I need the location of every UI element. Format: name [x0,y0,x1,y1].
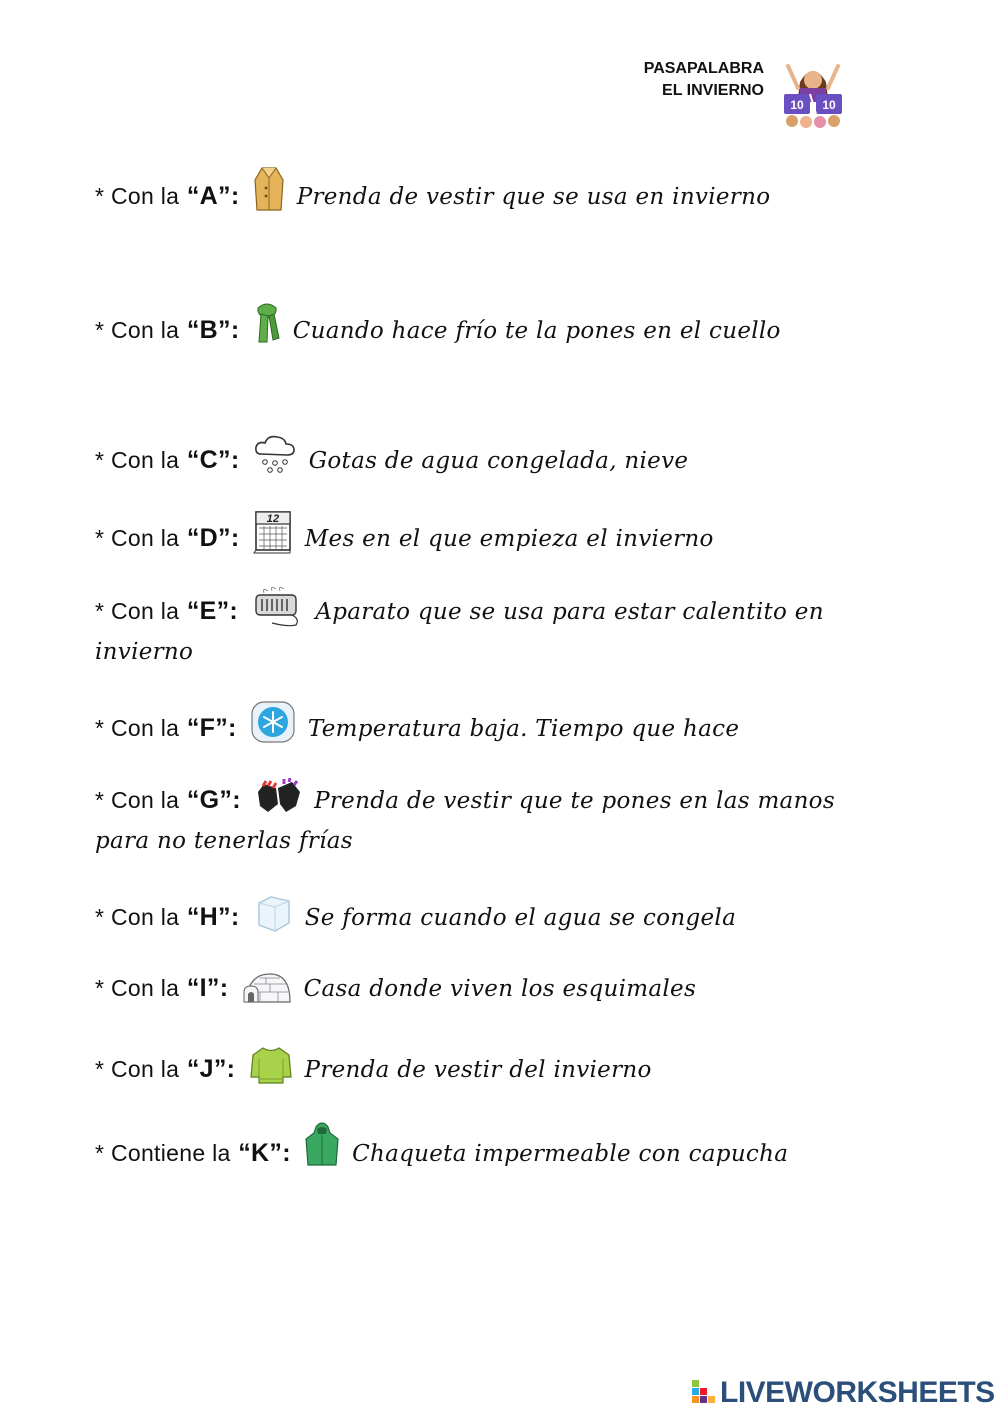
clue-text: Chaqueta impermeable con capucha [352,1141,789,1167]
worksheet-header [644,58,764,102]
clue-text: Gotas de agua congelada, nieve [308,448,689,474]
clue-i: * Con la “I”: Casa donde viven los esquimales [95,968,865,1009]
ice-cube-icon [253,893,293,933]
clue-g: * Con la “G”: Prenda de vestir que te pones en las manos para no tenerlas frías [95,778,865,861]
clue-letter: “G”: [186,786,241,814]
clue-letter: “I”: [186,974,229,1002]
clue-letter: “B”: [186,316,240,344]
clue-text: Casa donde viven los esquimales [303,976,697,1002]
clue-letter: “K”: [238,1139,291,1167]
clue-text: Prenda de vestir que se usa en invierno [296,184,771,210]
clue-text: Mes en el que empieza el invierno [304,526,714,552]
clue-letter: “H”: [186,903,240,931]
clue-k: * Contiene la “K”: Chaqueta impermeable con capucha [95,1121,865,1174]
clue-text: Prenda de vestir que te pones en las manos para no tenerlas frías [95,788,835,854]
gloves-icon [254,778,302,816]
snow-cloud-icon [253,432,297,476]
clue-d: * Con la “D”: 12 Mes en el que empieza el invierno [95,508,865,559]
clue-text: Prenda de vestir del invierno [304,1057,652,1083]
scarf-icon [253,300,281,346]
clue-text: Temperatura baja. Tiempo que hace [307,716,740,742]
clue-letter: “C”: [186,446,240,474]
liveworksheets-text: LIVEWORKSHEETS [720,1376,995,1409]
coat-icon [253,166,285,212]
calendar-icon [253,508,293,554]
clue-f: * Con la “F”: Temperatura baja. Tiempo que hace [95,700,865,749]
clue-letter: “A”: [186,182,240,210]
clue-letter: “D”: [186,524,240,552]
clue-e: * Con la “E”: Aparato que se usa para estar calentito en invierno [95,585,865,672]
liveworksheets-logo[interactable] [692,1376,995,1412]
clue-letter: “J”: [186,1055,236,1083]
calendar-day: 12 [266,513,280,525]
sweater-icon [249,1045,293,1085]
clue-text: Se forma cuando el agua se congela [304,905,737,931]
igloo-icon [242,970,292,1004]
clue-a: * Con la “A”: Prenda de vestir que se usa en invierno [95,166,865,217]
header-title: PASAPALABRA [643,60,764,77]
clue-text: Cuando hace frío te la pones en el cuello [292,318,781,344]
header-subtitle: EL INVIERNO [662,82,764,99]
clue-b: * Con la “B”: Cuando hace frío te la pones en el cuello [95,300,865,351]
clue-letter: “E”: [186,597,239,625]
clue-text: Aparato que se usa para estar calentito en invierno [95,599,824,665]
clue-h: * Con la “H”: Se forma cuando el agua se congela [95,893,865,938]
clue-c: * Con la “C”: Gotas de agua congelada, nieve [95,432,865,481]
badge-left: 10 [790,98,804,112]
teacher-avatar-icon [780,58,846,128]
raincoat-icon [304,1121,340,1169]
snowflake-icon [250,700,296,744]
clue-j: * Con la “J”: Prenda de vestir del invierno [95,1045,865,1090]
clue-letter: “F”: [186,714,237,742]
liveworksheets-mark-icon [692,1378,718,1412]
heater-icon [252,585,304,627]
badge-right: 10 [822,98,836,112]
